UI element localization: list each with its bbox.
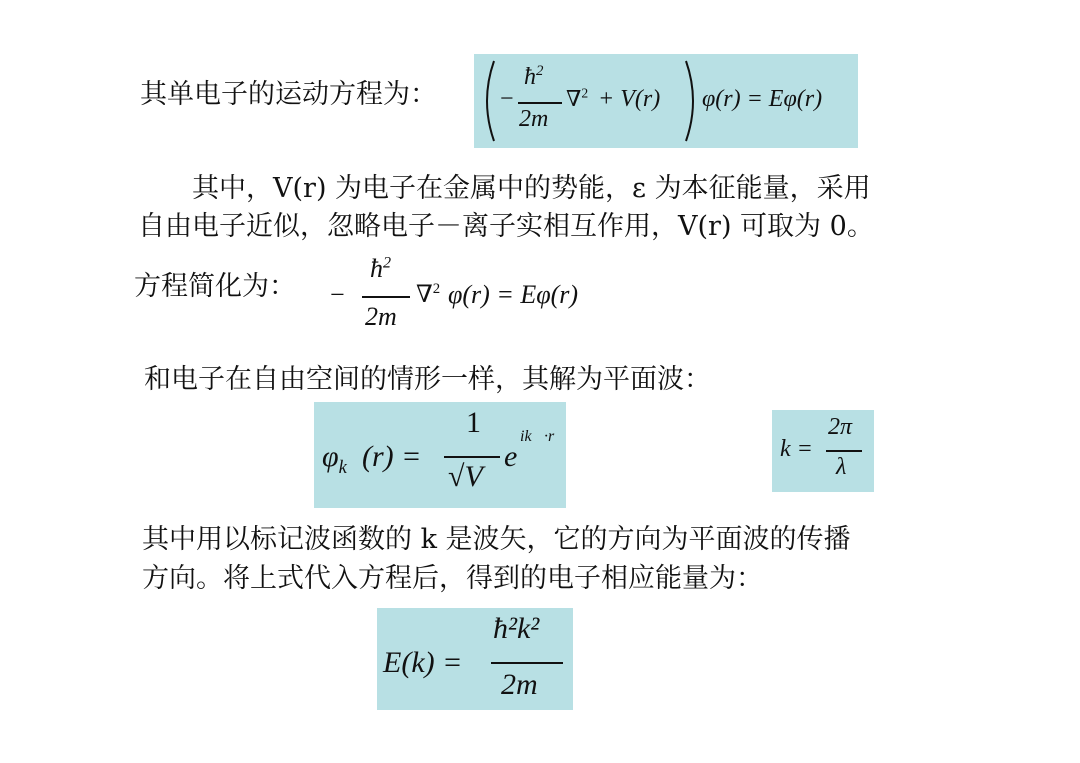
simplified-equation — [330, 252, 640, 342]
wavevector-explanation-1: 其中用以标记波函数的 k 是波矢，它的方向为平面波的传播 — [142, 524, 851, 555]
pw-phi: $\varphi_k$ — [322, 440, 347, 478]
eq2-rhs: φ(r) = Eφ(r) — [448, 280, 579, 309]
eq1-rhs: φ(r) = Eφ(r) — [702, 86, 823, 112]
explanation-line-1: 其中，V(r) 为电子在金属中的势能，ε 为本征能量，采用 — [192, 173, 871, 204]
wv-denominator: λ — [836, 454, 847, 480]
wavevector-box — [772, 410, 874, 492]
pw-denominator: √V — [448, 460, 483, 493]
eq2-fraction-bar — [362, 296, 410, 298]
plane-wave-intro: 和电子在自由空间的情形一样，其解为平面波： — [144, 364, 711, 395]
eq1-hbar: $ħ^2$ — [524, 63, 544, 90]
eq1-nabla: ∇$^2$ — [566, 85, 589, 111]
explanation-line-2: 自由电子近似，忽略电子－离子实相互作用，V(r) 可取为 0。 — [138, 211, 874, 242]
schrodinger-equation-box — [474, 54, 858, 148]
energy-fraction-bar — [491, 662, 563, 664]
eq1-potential: + V(r) — [598, 86, 661, 112]
eq2-nabla: ∇$^2$ — [416, 281, 441, 308]
energy-box — [377, 608, 573, 710]
energy-denominator: 2m — [501, 668, 538, 701]
pw-fraction-bar — [444, 456, 500, 458]
eq2-minus: − — [330, 280, 345, 309]
eq1-minus: − — [500, 86, 514, 112]
eq1-denominator: 2m — [519, 106, 549, 132]
eq2-hbar: $ħ^2$ — [370, 254, 392, 283]
wavevector-explanation-2: 方向。将上式代入方程后，得到的电子相应能量为： — [142, 563, 763, 594]
wv-fraction-bar — [826, 450, 862, 452]
wv-lhs: k = — [780, 436, 813, 462]
pw-lhs-rest: (r) = — [362, 440, 422, 473]
energy-lhs: E(k) = — [383, 646, 463, 679]
pw-exp-power: ik⃗·r⃗ — [520, 428, 567, 445]
energy-numerator: ħ²k² — [493, 612, 540, 645]
pw-numerator: 1 — [466, 406, 481, 439]
pw-exp-base: e — [504, 440, 518, 473]
wv-numerator: 2π — [828, 414, 853, 440]
plane-wave-box — [314, 402, 566, 508]
equation-label-1: 其单电子的运动方程为： — [140, 79, 437, 110]
eq2-denominator: 2m — [365, 302, 397, 331]
right-paren — [682, 59, 702, 143]
eq1-fraction-bar — [518, 102, 562, 104]
left-paren — [478, 59, 498, 143]
equation-label-2: 方程简化为： — [134, 271, 296, 302]
